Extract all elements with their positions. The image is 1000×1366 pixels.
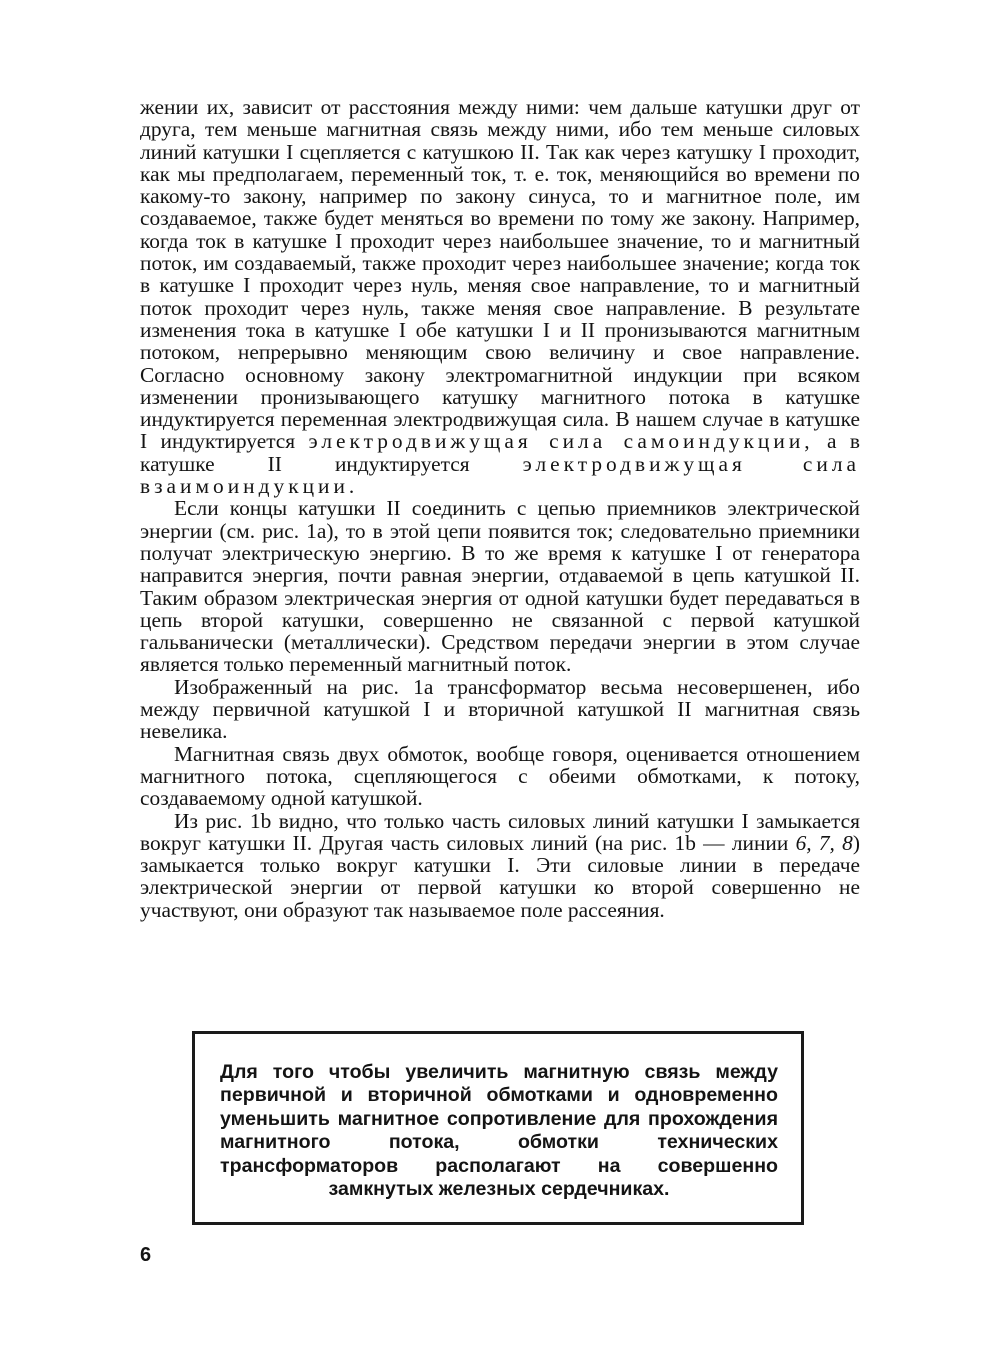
callout-border-right xyxy=(801,1031,804,1225)
paragraph-1-text: жении их, зависит от расстояния между ними: чем дальше катушки друг от друга, тем меньше магнитная связь между ними, ибо тем меньше силовых линий катушки I сцепляется с катушкою II. Так как через катушку I проходит, как мы предполагаем, переменный ток, т. е. ток, меняющийся во времени по какому-то закону, например по закону синуса, то и магнитное поле, им создаваемое, также будет меняться во времени по тому же закону. Например, когда ток в катушке I проходит через наибольшее значение, то и магнитный поток, им создаваемый, также проходит через наибольшее значение; когда ток в катушке I проходит через нуль, меняя свое направление, то и магнитный поток проходит через нуль, также меняя свое направление. В результате изменения тока в катушке I обе катушки I и II пронизываются магнитным потоком, непрерывно меняющим свою величину и свое направление. Согласно основному закону электромагнитной индукции при всяком изменении пронизывающего катушку магнитного потока в катушке индуктируется переменная электродвижущая сила. В нашем случае в катушке I индуктируется xyxy=(140,95,860,454)
body-text xyxy=(140,96,860,921)
callout-border-bottom xyxy=(192,1222,804,1225)
paragraph-5-text: Из рис. 1b видно, что только часть силовых линий катушки I замыкается вокруг катушки II. Другая часть силовых линий (на рис. 1b — линии xyxy=(140,808,860,855)
callout-text: Для того чтобы увеличить магнитную связь между первичной и вторичной обмотками и одновременно уменьшить магнитное сопротивление для прохождения магнитного потока, обмотки технических трансформаторов располагают на совершенно замкнутых железных сердечниках. xyxy=(220,1061,778,1201)
page-number: 6 xyxy=(140,1244,152,1266)
callout-box xyxy=(192,1031,804,1225)
paragraph-1-mid: а в катушке II индуктируется xyxy=(140,429,860,476)
paragraph-4: Магнитная связь двух обмоток, вообще говоря, оценивается отношением магнитного потока, сцепляющегося с обеими обмотками, к потоку, создаваемому одной катушкой. xyxy=(140,741,860,811)
paragraph-2: Если концы катушки II соединить с цепью приемников электрической энергии (см. рис. 1a), то в этой цепи появится ток; следовательно приемники получат электрическую энергию. В то же время к катушке I от генератора направится энергия, почти равная энергии, отдаваемой в цепь катушкой II. Таким образом электрическая энергия от одной катушки будет передаваться в цепь второй катушки, совершенно не связанной с первой катушкой гальванически (металлически). Средством передачи энергии в этом случае является только переменный магнитный поток. xyxy=(140,496,860,677)
line-numbers: 6, 7, 8 xyxy=(795,830,853,855)
term-mutual-induction: электродвижущая сила взаимоиндукции. xyxy=(140,451,860,499)
callout-border-top xyxy=(192,1031,804,1034)
paragraph-3: Изображенный на рис. 1a трансформатор весьма несовершенен, ибо между первичной катушкой I и вторичной катушкой II магнитная связь невелика. xyxy=(140,674,860,744)
paragraph-5-rest: ) замыкается только вокруг катушки I. Эти силовые линии в передаче электрической энергии от первой катушки ко второй совершенно не участвуют, они образуют так называемое поле рассеяния. xyxy=(140,830,860,922)
term-self-induction: электродвижущая сила самоиндукции, xyxy=(308,429,814,454)
paragraph-5 xyxy=(140,810,860,921)
paragraph-1 xyxy=(140,96,860,497)
callout-border-left xyxy=(192,1031,195,1225)
